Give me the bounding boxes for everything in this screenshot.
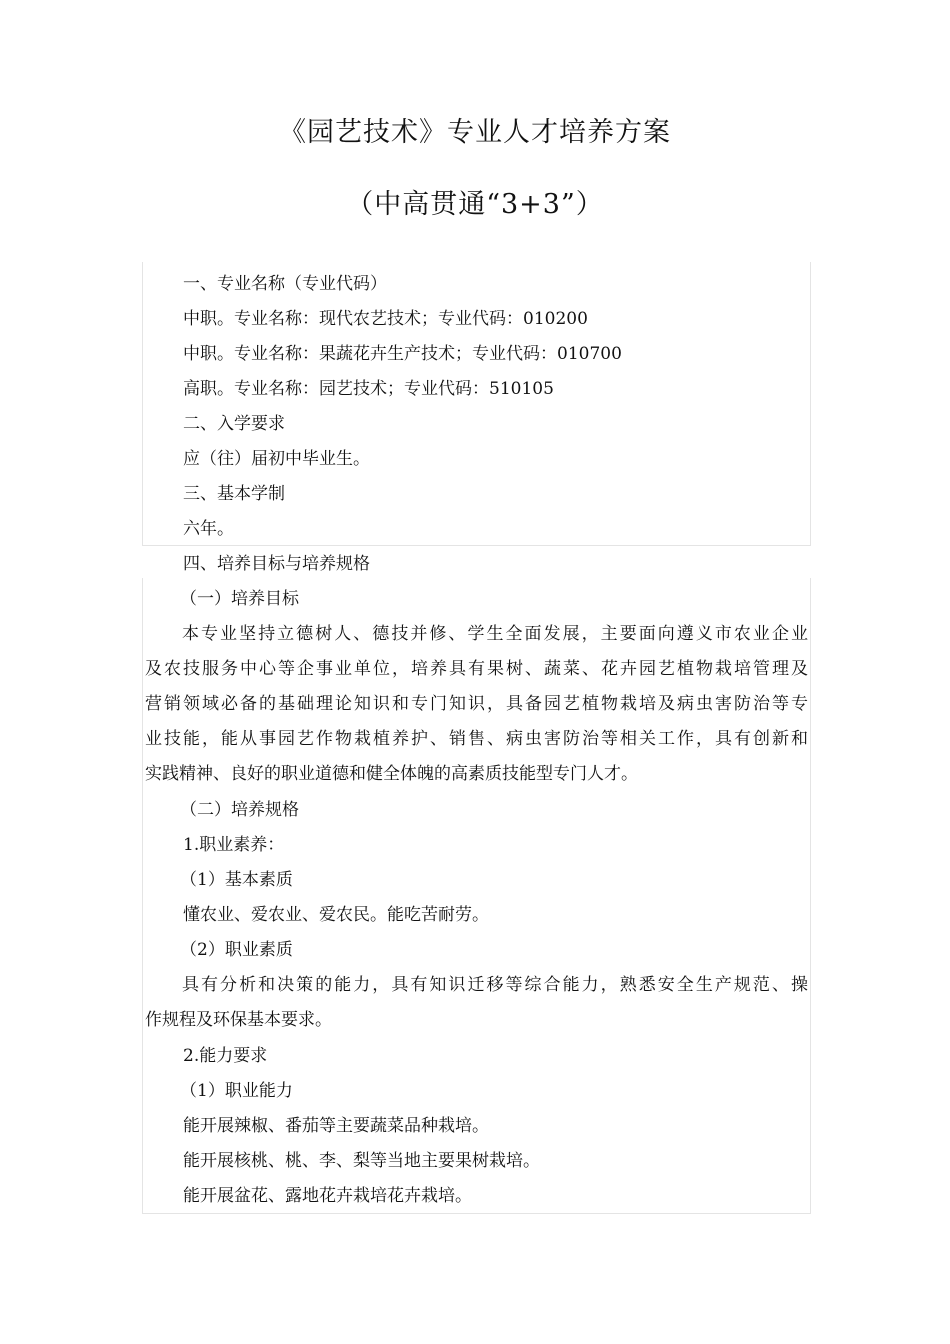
item-2-heading: 2.能力要求	[183, 1046, 268, 1066]
subsection-goal-heading: （一）培养目标	[180, 589, 299, 609]
major-line-2: 中职。专业名称：果蔬花卉生产技术；专业代码：010700	[183, 344, 622, 364]
document-title: 《园艺技术》专业人才培养方案	[279, 117, 671, 148]
item-1-2-line-2: 作规程及环保基本要求。	[145, 1010, 332, 1030]
section-4-heading: 四、培养目标与培养规格	[183, 554, 370, 574]
goal-paragraph	[145, 617, 808, 792]
section-2-heading: 二、入学要求	[183, 414, 285, 434]
major-line-1: 中职。专业名称：现代农艺技术；专业代码：010200	[183, 309, 588, 329]
goal-line-2: 及农技服务中心等企事业单位，培养具有果树、蔬菜、花卉园艺植物栽培管理及	[145, 659, 808, 679]
item-1-2-heading: （2）职业素质	[180, 940, 293, 960]
item-1-heading: 1.职业素养：	[183, 835, 285, 855]
item-1-2-line-1: 具有分析和决策的能力，具有知识迁移等综合能力，熟悉安全生产规范、操	[182, 975, 808, 995]
section-2-text: 应（往）届初中毕业生。	[183, 449, 370, 469]
section-1-heading: 一、专业名称（专业代码）	[183, 274, 387, 294]
subsection-spec-heading: （二）培养规格	[180, 800, 299, 820]
ability-line-2: 能开展核桃、桃、李、梨等当地主要果树栽培。	[183, 1151, 540, 1171]
item-2-1-heading: （1）职业能力	[180, 1081, 293, 1101]
section-3-text: 六年。	[183, 519, 234, 539]
goal-line-1: 本专业坚持立德树人、德技并修、学生全面发展，主要面向遵义市农业企业	[182, 624, 808, 644]
item-1-1-heading: （1）基本素质	[180, 870, 293, 890]
document-subtitle: （中高贯通“3+3”）	[346, 189, 604, 220]
ability-line-3: 能开展盆花、露地花卉栽培花卉栽培。	[183, 1186, 472, 1206]
item-1-2-paragraph	[145, 968, 808, 1038]
goal-line-4: 业技能，能从事园艺作物栽植养护、销售、病虫害防治等相关工作，具有创新和	[145, 729, 808, 749]
goal-line-5: 实践精神、良好的职业道德和健全体魄的高素质技能型专门人才。	[145, 764, 638, 784]
major-line-3: 高职。专业名称：园艺技术；专业代码：510105	[183, 379, 554, 399]
ability-line-1: 能开展辣椒、番茄等主要蔬菜品种栽培。	[183, 1116, 489, 1136]
item-1-1-text: 懂农业、爱农业、爱农民。能吃苦耐劳。	[183, 905, 489, 925]
section-3-heading: 三、基本学制	[183, 484, 285, 504]
goal-line-3: 营销领域必备的基础理论知识和专门知识，具备园艺植物栽培及病虫害防治等专	[145, 694, 808, 714]
